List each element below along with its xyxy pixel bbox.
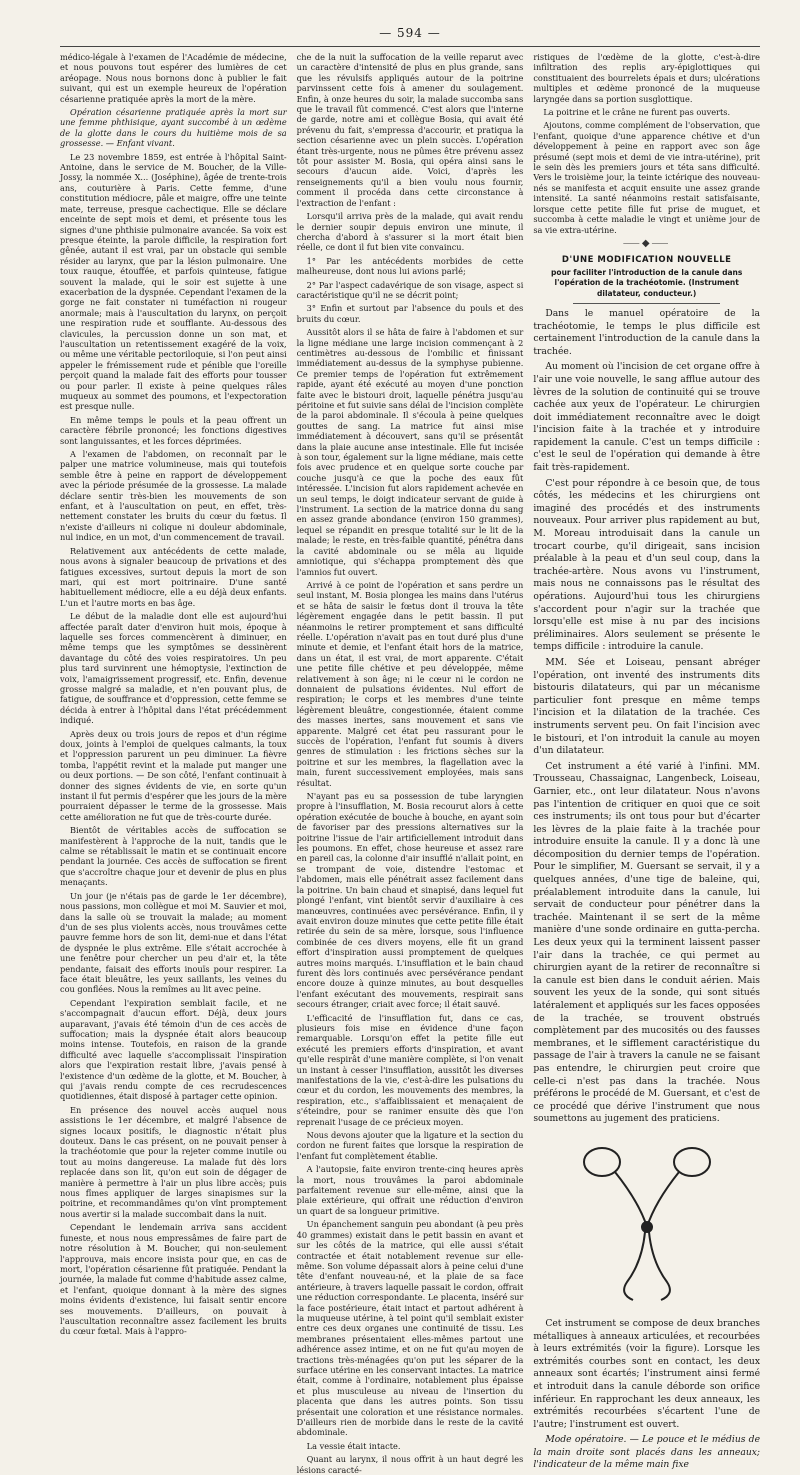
- paragraph: Après deux ou trois jours de repos et d'un régime doux, joints à l'emploi de quelques calmants, la toux et l'oppression parurent un peu diminuer. La fièvre tomba, l'appétit revint et la malade put manger une ou deux portions. — De son côté, l'enfant continuait à donner des signes évidents de vie, en sorte qu'un instant il fut permis d'espérer que les jours de la mère pourraient dépasser le terme de la grossesse. Mais cette amélioration ne fut que de très-courte durée.: [60, 728, 287, 822]
- divider: [573, 303, 720, 304]
- case-title: Opération césarienne pratiquée après la mort sur une femme phthisique, ayant succombé à un œdème de la glotte dans le cours du huitième mois de sa grossesse. — Enfant vivant.: [60, 107, 287, 149]
- paragraph: che de la nuit la suffocation de la veille reparut avec un caractère d'intensité de plus en plus grande, sans que les révulsifs appliqués autour de la poitrine parvinssent cette fois à amener du soulagement. Enfin, à onze heures du soir, la malade succomba sans que le travail fût commencé. C'est alors que l'interne de garde, notre ami et collègue Bosia, qui avait été prévenu du fait, s'empressa d'accourir, et pratiqua la section césarienne avec un plein succès. L'opération étant très-urgente, nous ne pûmes être prévenu assez tôt pour assister M. Bosia, qui opéra ainsi sans le secours d'aucun aide. Voici, d'après les renseignements qu'il a bien voulu nous fournir, comment il procéda dans cette circonstance à l'extraction de l'enfant :: [296, 52, 524, 208]
- column-3: [533, 52, 761, 1471]
- paragraph: Mode opératoire. — Le pouce et le médius de la main droite sont placés dans les anneaux; l'indicateur de la même main fixe: [533, 1434, 761, 1471]
- paragraph: Dans le manuel opératoire de la trachéotomie, le temps le plus difficile est certainement l'introduction de la canule dans la trachée.: [533, 307, 761, 357]
- dilator-instrument-illustration: [547, 1132, 747, 1312]
- paragraph: Aussitôt alors il se hâta de faire à l'abdomen et sur la ligne médiane une large incision commençant à 2 centimètres au-dessous de l'ombilic et finissant immédiatement au-dessus de la symphyse pubienne. Ce premier temps de l'opération fut extrêmement rapide, ayant été exécuté au moyen d'une ponction faite avec le bistouri droit, laquelle pénétra jusqu'au péritoine et fut suivie sans délai de l'incision complète de la paroi abdominale. Il s'écoula à peine quelques gouttes de sang. La matrice fut ainsi mise immédiatement à découvert, sans qu'il se présentât dans la plaie aucune anse intestinale. Elle fut incisée à son tour, également sur la ligne médiane, mais cette fois avec prudence et en quelque sorte couche par couche jusqu'à ce que la poche des eaux fût intéressée. L'incision fut alors rapidement achevée en un seul temps, le doigt indicateur servant de guide à l'instrument. La section de la matrice donna du sang en assez grande abondance (environ 150 grammes), lequel se répandit en presque totalité sur le lit de la malade; le reste, en très-faible quantité, pénétra dans la cavité abdominale ou se mêla au liquide amniotique, qui s'échappa promptement dès que l'amnios fut ouvert.: [296, 327, 524, 577]
- paragraph: L'efficacité de l'insufflation fut, dans ce cas, plusieurs fois mise en évidence d'une façon remarquable. Lorsqu'on effet la petite fille eut exécuté les premiers efforts d'inspiration, et avant qu'elle respirât d'une manière complète, si l'on venait un instant à cesser l'insufflation, aussitôt les diverses manifestations de la vie, c'est-à-dire les pulsations du cœur et du cordon, les mouvements des membres, la respiration, etc., s'affaiblissaient et menaçaient de s'éteindre, pour se ranimer ensuite dès que l'on reprenait l'usage de ce précieux moyen.: [296, 1012, 524, 1127]
- section-divider-ornament: ⸺◆⸺: [622, 237, 671, 249]
- column-2: [296, 52, 524, 1475]
- column-1: [60, 52, 287, 1337]
- article-subtitle: pour faciliter l'introduction de la canule dans l'opération de la trachéotomie. (Instrument dilatateur, conducteur.): [551, 267, 743, 298]
- article-columns: [60, 52, 761, 1475]
- paragraph: MM. Sée et Loiseau, pensant abréger l'opération, ont inventé des instruments dits bistouris dilatateurs, qui par un mécanisme particulier font presque en même temps l'incision et la dilatation de la trachée. Ces instruments servent peu. On fait l'incision avec le bistouri, et l'on introduit la canule au moyen d'un dilatateur.: [533, 656, 761, 757]
- article-heading: [533, 255, 760, 299]
- paragraph: Cet instrument a été varié à l'infini. MM. Trousseau, Chassaignac, Langenbeck, Loiseau, Garnier, etc., ont leur dilatateur. Nous n'avons pas l'intention de critiquer en quoi que ce soit ces instruments; ils ont tous pour but d'écarter les lèvres de la plaie faite à la trachée pour introduire ensuite la canule. Il y a donc là une décomposition du dernier temps de l'opération. Pour le simplifier, M. Guersant se servait, il y a quelques années, d'une tige de baleine, qui, préalablement introduite dans la canule, lui servait de conducteur pour pénétrer dans la trachée. Maintenant il se sert de la même manière d'une sonde ordinaire en gutta-percha. Les deux yeux qui la terminent laissent passer l'air dans la trachée, ce qui permet au chirurgien ayant de la retirer de reconnaître si la canule est bien dans le conduit aérien. Mais souvent les yeux de la sonde, qui sont situés latéralement et appliqués sur les faces opposées de la trachée, se trouvent obstrués complètement par des mucosités ou des fausses membranes, et le sifflement caractéristique du passage de l'air à travers la canule ne se faisant pas entendre, le chirurgien peut croire que celle-ci n'est pas dans la trachée. Nous préférons le procédé de M. Guersant, et c'est de ce procédé que dérive l'instrument que nous soumettons au jugement des praticiens.: [533, 760, 761, 1125]
- paragraph: La vessie était intacte.: [306, 1440, 401, 1451]
- paragraph: 3° Enfin et surtout par l'absence du pouls et des bruits du cœur.: [296, 303, 524, 324]
- paragraph: Le début de la maladie dont elle est aujourd'hui affectée paraît dater d'environ huit mois, époque à laquelle ses forces commencèrent à diminuer, en même temps que les symptômes se dessinèrent davantage du côté des voies respiratoires. Un peu plus tard survinrent une hémoptysie, l'extinction de voix, l'amaigrissement progressif, etc. Enfin, devenue grosse malgré sa maladie, et n'en pouvant plus, de fatigue, de souffrance et d'oppression, cette femme se décida à entrer à l'hôpital dans l'état précédemment indiqué.: [60, 611, 287, 726]
- article-body: [533, 308, 760, 1472]
- page-number: — 594 —: [379, 26, 441, 40]
- paragraph: 2° Par l'aspect cadavérique de son visage, aspect si caractéristique qu'il ne se décrit point;: [296, 279, 524, 300]
- paragraph: Lorsqu'il arriva près de la malade, qui avait rendu le dernier soupir depuis environ une minute, il chercha d'abord à s'assurer si la mort était bien réelle, ce dont il fut bien vite convaincu.: [296, 211, 524, 253]
- paragraph: Relativement aux antécédents de cette malade, nous avons à signaler beaucoup de privations et des fatigues excessives, surtout depuis la mort de son mari, qui est mort poitrinaire. D'une santé habituellement médiocre, elle a eu déjà deux enfants. L'un et l'autre morts en bas âge.: [60, 545, 287, 608]
- paragraph: Le 23 novembre 1859, est entrée à l'hôpital Saint-Antoine, dans le service de M. Boucher, de la Ville-Jossy, la nommée X... (Joséphine), âgée de trente-trois ans, couturière à Paris. Cette femme, d'une constitution médiocre, pâle et maigre, offre une teinte mate, terreuse, presque cachectique. Elle se déclare enceinte de sept mois et demi, et présente tous les signes d'une phthisie pulmonaire avancée. Sa voix est presque éteinte, la parole difficile, la respiration fort gênée, autant il est vrai, par un obstacle qui semble résider au larynx, que par la lésion pulmonaire. Une toux rauque, étouffée, et parfois quinteuse, fatigue souvent la malade, qui le soir est sujette à une exacerbation de la dyspnée. Cependant l'examen de la gorge ne fait constater ni tuméfaction ni rougeur anormale; mais à l'auscultation du larynx, on perçoit une respiration rude et soufflante. Au-dessous des clavicules, la percussion donne un son mat, et l'auscultation un retentissement exagéré de la voix, ou même une véritable pectoriloquie, si l'on peut ainsi appeler le frémissement rude et pénible que l'oreille perçoit quand la malade fait des efforts pour tousser ou pour parler. Il existe à peine quelques râles muqueux au sommet des poumons, et l'expectoration est presque nulle.: [60, 151, 287, 412]
- paragraph: A l'autopsie, faite environ trente-cinq heures après la mort, nous trouvâmes la paroi abdominale parfaitement revenue sur elle-même, ainsi que la plaie extérieure, qui offrait une réduction d'environ un quart de sa longueur primitive.: [296, 1164, 524, 1216]
- tracheal-dilator-icon: [547, 1132, 747, 1312]
- paragraph: médico-légale à l'examen de l'Académie de médecine, et nous pouvons tout espérer des lumières de cet aréopage. Nous nous bornons donc à publier le fait suivant, qui est un exemple heureux de l'opération césarienne pratiquée après la mort de la mère.: [60, 52, 287, 104]
- paragraph: Nous devons ajouter que la ligature et la section du cordon ne furent faites que lorsque la respiration de l'enfant fut complètement établie.: [296, 1130, 524, 1161]
- paragraph: Cet instrument se compose de deux branches métalliques à anneaux articulées, et recourbées à leurs extrémités (voir la figure). Lorsque les extrémités courbes sont en contact, les deux anneaux sont écartés; l'instrument ainsi fermé et introduit dans la canule déborde son orifice inférieur. En rapprochant les deux anneaux, les extrémités recourbées s'écartent l'une de l'autre; l'instrument est ouvert.: [533, 1317, 761, 1430]
- paragraph: Quant au larynx, il nous offrit à un haut degré les lésions caracté-: [296, 1454, 524, 1475]
- paragraph: Ajoutons, comme complément de l'observation, que l'enfant, quoique d'une apparence chétive et d'un développement à peine en rapport avec son âge présumé (sept mois et demi de vie intra-utérine), prit le sein dès les premiers jours et téta sans difficulté. Vers le troisième jour, la teinte ictérique des nouveau-nés se manifesta et acquit ensuite une assez grande intensité. La santé néanmoins restait satisfaisante, lorsque cette petite fille fut prise de muguet, et succomba à cette maladie le vingt et unième jour de sa vie extra-utérine.: [533, 120, 761, 235]
- paragraph: Cependant l'expiration semblait facile, et ne s'accompagnait d'aucun effort. Déjà, deux jours auparavant, j'avais été témoin d'un de ces accès de suffocation; mais la dyspnée était alors beaucoup moins intense. Toutefois, en raison de la grande difficulté avec laquelle s'accomplissait l'inspiration alors que l'expiration restait libre, j'avais pensé à l'existence d'un œdème de la glotte, et M. Boucher, à qui j'avais rendu compte de ces recrudescences quotidiennes, était disposé à partager cette opinion.: [60, 997, 287, 1102]
- paragraph: Un jour (je n'étais pas de garde le 1er décembre), nous passions, mon collègue et moi M. Sauvier et moi, dans la salle où se trouvait la malade; au moment d'un de ses plus violents accès, nous trouvâmes cette pauvre femme hors de son lit, demi-nue et dans l'état de dyspnée le plus extrême. Elle s'était accrochée à une fenêtre pour chercher un peu d'air et, la tête pendante, faisait des efforts inouïs pour respirer. La face était bleuâtre, les yeux saillants, les veines du cou gonflées. Nous la remîmes au lit avec peine.: [60, 890, 287, 995]
- paragraph: ristiques de l'œdème de la glotte, c'est-à-dire infiltration des replis ary-épiglottiques qui constituaient des bourrelets épais et durs; ulcérations multiples et œdème prononcé de la muqueuse laryngée dans sa portion susglottique.: [533, 52, 761, 104]
- article-title: D'UNE MODIFICATION NOUVELLE: [561, 255, 732, 266]
- paragraph: En même temps le pouls et la peau offrent un caractère fébrile prononcé; les fonctions digestives sont languissantes, et les forces déprimées.: [60, 414, 287, 446]
- paragraph: Un épanchement sanguin peu abondant (à peu près 40 grammes) existait dans le petit bassin en avant et sur les côtés de la matrice, qui elle aussi s'était contractée et était notablement revenue sur elle-même. Son volume dépassait alors à peine celui d'une tête d'enfant nouveau-né, et la plaie de sa face antérieure, à travers laquelle passait le cordon, offrait une réduction correspondante. Le placenta, inséré sur la face postérieure, était intact et partout adhérent à la muqueuse utérine, à tel point qu'il semblait exister entre ces deux organes une continuité de tissu. Les membranes présentaient elles-mêmes partout une adhérence assez intime, et on ne fut qu'au moyen de tractions très-ménagées qu'on put les séparer de la surface utérine en les conservant intactes. La matrice était, comme à l'ordinaire, notablement plus épaisse et plus musculeuse au niveau de l'insertion du placenta que dans les autres points. Son tissu présentait une coloration et une résistance normales. D'ailleurs rien de morbide dans le reste de la cavité abdominale.: [296, 1219, 524, 1438]
- paragraph: Arrivé à ce point de l'opération et sans perdre un seul instant, M. Bosia plongea les mains dans l'utérus et se hâta de saisir le fœtus dont il trouva la tête légèrement engagée dans le petit bassin. Il put néanmoins le retirer promptement et sans difficulté réelle. L'opération n'avait pas en tout duré plus d'une minute et demie, et l'enfant était hors de la matrice, dans un état, il est vrai, de mort apparente. C'était une petite fille chétive et peu développée, même relativement à son âge; ni le cœur ni le cordon ne donnaient de pulsations évidentes. Nul effort de respiration; le corps et les membres d'une teinte légèrement bleuâtre, congestionnée, étaient comme des masses inertes, sans mouvement et sans vie apparente. Malgré cet état peu rassurant pour le succès de l'opération, l'enfant fut soumis à divers genres de stimulation : les frictions sèches sur la poitrine et sur les membres, la flagellation avec la main, furent successivement employées, mais sans résultat.: [296, 579, 524, 788]
- paragraph: N'ayant pas eu sa possession de tube laryngien propre à l'insufflation, M. Bosia recourut alors à cette opération exécutée de bouche à bouche, en ayant soin de favoriser par des pressions alternatives sur la poitrine l'issue de l'air artificiellement introduit dans les poumons. En effet, chose heureuse et assez rare en pareil cas, la colonne d'air insufflé n'allait point, en se trompant de voie, distendre l'estomac et l'abdomen, mais elle pénétrait assez facilement dans la poitrine. Un bain chaud et sinapisé, dans lequel fut plongé l'enfant, vint bientôt servir d'auxiliaire à ces manœuvres, continuées avec persévérance. Enfin, il y avait environ douze minutes que cette petite fille était retirée du sein de sa mère, lorsque, sous l'influence combinée de ces divers moyens, elle fit un grand effort d'inspiration aussi promptement de quelques autres moins marqués. L'insufflation et le bain chaud furent dès lors continués avec persévérance pendant encore douze à quinze minutes, au bout desquelles l'enfant exécutant des mouvements, respirait sans secours étranger, criait avec force; il était sauvé.: [296, 791, 524, 1010]
- paragraph: C'est pour répondre à ce besoin que, de tous côtés, les médecins et les chirurgiens ont imaginé des procédés et des instruments nouveaux. Pour arriver plus rapidement au but, M. Moreau introduisait dans la canule un trocart courbe, qu'il dirigeait, sans incision préalable à la peau et d'un seul coup, dans la trachée-artère. Nous avons vu l'instrument, mais nous ne connaissons pas le résultat des opérations. Aujourd'hui tous les chirurgiens s'accordent pour n'agir sur la trachée que lorsqu'elle est mise à nu par des incisions préliminaires. Alors seulement se présente le temps difficile : introduire la canule.: [533, 477, 761, 653]
- paragraph: La poitrine et le crâne ne furent pas ouverts.: [543, 107, 731, 118]
- paragraph: Au moment où l'incision de cet organe offre à l'air une voie nouvelle, le sang afflue autour des lèvres de la solution de continuité qui se trouve cachée aux yeux de l'opérateur. Le chirurgien doit immédiatement reconnaître avec le doigt l'incision faite à la trachée et y introduire rapidement la canule. C'est un temps difficile : c'est le seul de l'opération qui demande à être fait très-rapidement.: [533, 361, 761, 474]
- paragraph: Bientôt de véritables accès de suffocation se manifestèrent à l'approche de la nuit, tandis que le calme se rétablissait le matin et se continuait encore pendant la journée. Ces accès de suffocation se firent que s'accroître chaque jour et devenir de plus en plus menaçants.: [60, 825, 287, 888]
- paragraph: Cependant le lendemain arriva sans accident funeste, et nous nous empressâmes de faire part de notre résolution à M. Boucher, qui non-seulement l'approuva, mais encore insista pour que, en cas de mort, l'opération césarienne fût pratiquée. Pendant la journée, la malade fut comme d'habitude assez calme, et l'enfant, quoique donnant à la mère des signes moins évidents d'existence, lui faisait sentir encore ses mouvements. D'ailleurs, on pouvait à l'auscultation reconnaître assez facilement les bruits du cœur fœtal. Mais à l'appro-: [60, 1222, 287, 1337]
- paragraph: En présence des nouvel accès auquel nous assistions le 1er décembre, et malgré l'absence de signes locaux positifs, le diagnostic n'était plus douteux. Dans le cas présent, on ne pouvait penser à la trachéotomie que pour la rejeter comme inutile ou tout au moins dangereuse. La malade fut dès lors replacée dans son lit, qu'on eut soin de dégager de manière à permettre à l'air un plus libre accès; puis nous fîmes appliquer de larges sinapismes sur la poitrine, et recommandâmes qu'on vînt promptement nous avertir si la malade succombait dans la nuit.: [60, 1104, 287, 1219]
- page-header: [60, 20, 760, 47]
- paragraph: A l'examen de l'abdomen, on reconnaît par le palper une matrice volumineuse, mais qui toutefois semble être à peine en rapport de développement avec la période présumée de la grossesse. La malade déclare sentir très-bien les mouvements de son enfant, et à l'auscultation on peut, en effet, très-nettement constater les bruits du cœur du fœtus. Il n'existe d'ailleurs ni colique ni douleur abdominale, nul indice, en un mot, d'un commencement de travail.: [60, 449, 287, 543]
- paragraph: 1° Par les antécédents morbides de cette malheureuse, dont nous lui avions parlé;: [296, 255, 524, 277]
